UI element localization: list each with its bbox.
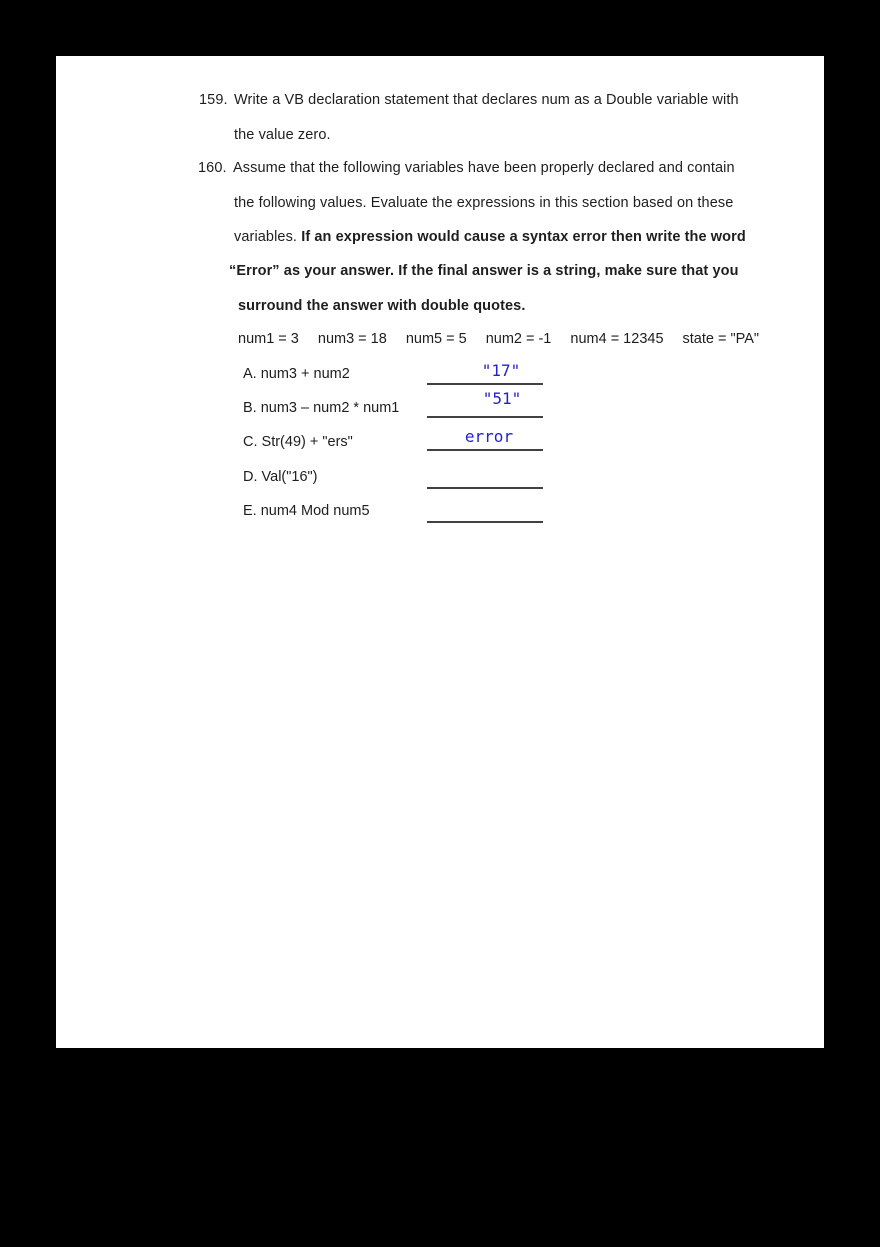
answer-blank-d	[427, 487, 543, 489]
variable-state: state = "PA"	[682, 331, 760, 347]
question-159-text1: Write a VB declaration statement that declares num as a Double variable with	[234, 92, 739, 108]
answer-text-b: "51"	[482, 389, 522, 408]
answer-blank-c	[427, 449, 543, 451]
question-159-number: 159.	[199, 92, 228, 108]
answer-blank-a	[427, 383, 543, 385]
question-160-text5-bold: surround the answer with double quotes.	[238, 298, 526, 314]
question-160-line3	[234, 228, 746, 246]
question-160-text3-normal: variables.	[234, 229, 302, 245]
answer-text-c: error	[464, 427, 514, 446]
answer-text-a: "17"	[481, 361, 521, 380]
question-160-line1	[198, 159, 735, 177]
expression-c-label: C. Str(49) + "ers"	[243, 434, 353, 450]
question-160-text4-bold: “Error” as your answer. If the final answer is a string, make sure that you	[229, 263, 739, 279]
answer-blank-e	[427, 521, 543, 523]
question-160-text2: the following values. Evaluate the expressions in this section based on these	[234, 195, 734, 211]
answer-blank-b	[427, 416, 543, 418]
variable-num2: num2 = -1	[485, 331, 552, 347]
document-page	[56, 56, 824, 1048]
variable-num3: num3 = 18	[317, 331, 387, 347]
expression-e-label: E. num4 Mod num5	[243, 503, 370, 519]
variable-num1: num1 = 3	[238, 331, 299, 347]
question-160-text1: Assume that the following variables have been properly declared and contain	[233, 160, 735, 176]
question-160-text3-bold: If an expression would cause a syntax error then write the word	[301, 229, 746, 245]
question-159-text2: the value zero.	[234, 127, 331, 143]
expression-a-label: A. num3 + num2	[243, 366, 350, 382]
variable-num5: num5 = 5	[405, 331, 467, 347]
expression-b-label: B. num3 – num2 * num1	[243, 400, 400, 416]
question-159-line2	[234, 126, 331, 144]
question-159-line1	[199, 91, 739, 109]
variable-num4: num4 = 12345	[570, 331, 664, 347]
question-160-line2	[234, 194, 733, 212]
question-160-line5	[238, 297, 525, 315]
question-160-line4	[229, 262, 739, 280]
variable-values-row	[238, 331, 759, 347]
question-160-number: 160.	[198, 160, 227, 176]
expression-d-label: D. Val("16")	[243, 469, 318, 485]
